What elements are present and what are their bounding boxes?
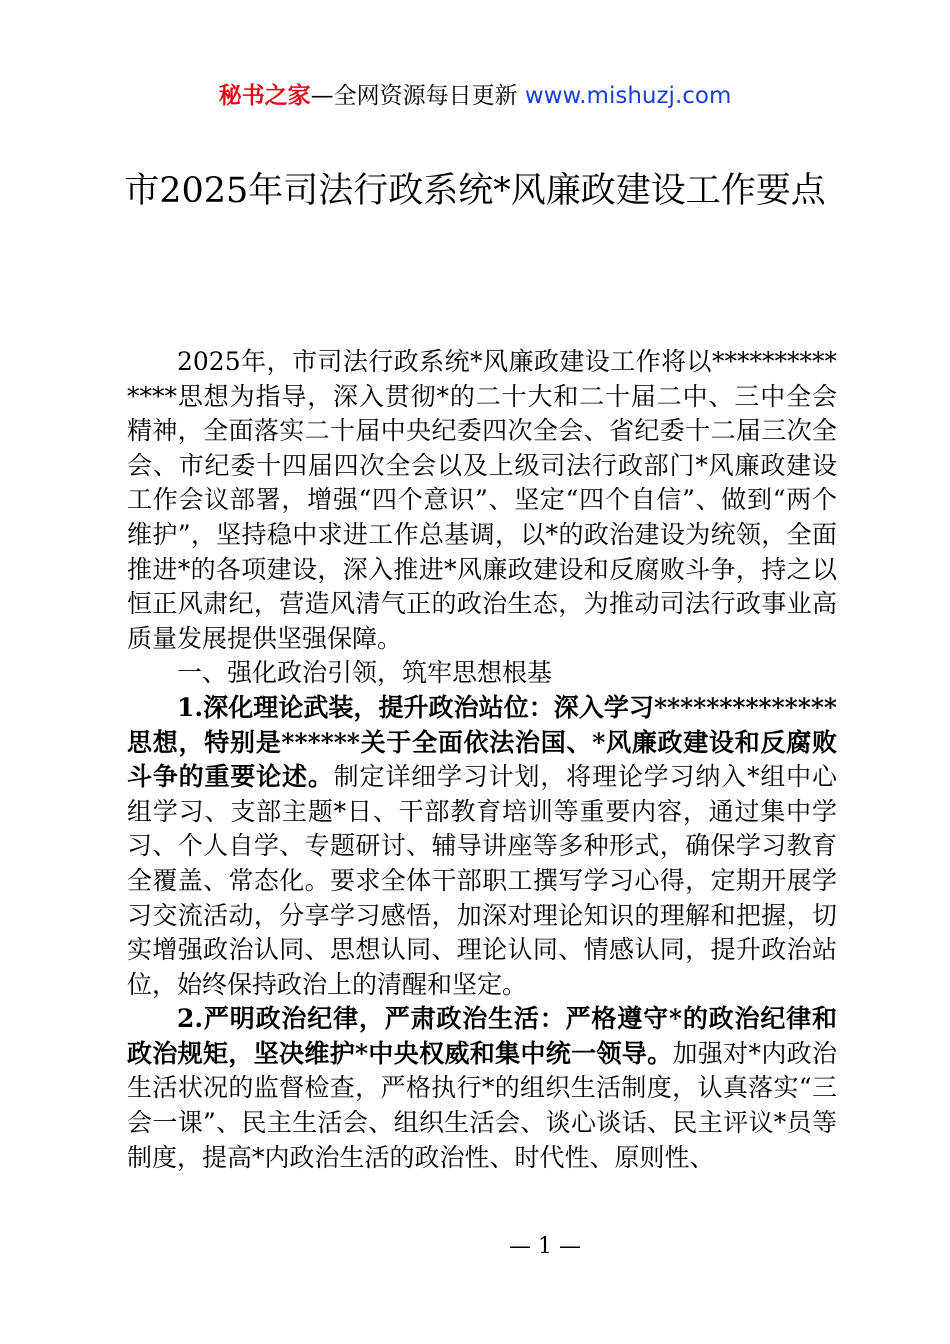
document-title: 市2025年司法行政系统*风廉政建设工作要点 (124, 171, 826, 211)
intro-paragraph: 2025年，市司法行政系统*风廉政建设工作将以**************思想为指导，深入贯彻*的二十大和二十届二中、三中全会精神，全面落实二十届中央纪委四次全会、省纪委十二届三次全会、市纪委十四届四次全会以及上级司法行政部门*风廉政建设工作会议部署，增强“四个意识”、坚定“四个自信”、做到“两个维护”，坚持稳中求进工作总基调，以*的政治建设为统领，全面推进*的各项建设，深入推进*风廉政建设和反腐败斗争，持之以恒正风肃纪，营造风清气正的政治生态，为推动司法行政事业高质量发展提供坚强保障。 (127, 347, 837, 653)
site-tagline: —全网资源每日更新 (310, 83, 518, 109)
document-body (127, 345, 837, 1175)
site-header (0, 80, 950, 112)
item-paragraph (127, 1002, 837, 1175)
item-text: 制定详细学习计划，将理论学习纳入*组中心组学习、支部主题*日、干部教育培训等重要内容，通过集中学习、个人自学、专题研讨、辅导讲座等多种形式，确保学习教育全覆盖、常态化。要求全体干部职工撰写学习心得，定期开展学习交流活动，分享学习感悟，加深对理论知识的理解和把握，切实增强政治认同、思想认同、理论认同、情感认同，提升政治站位，始终保持政治上的清醒和坚定。 (127, 762, 837, 999)
site-url-link[interactable]: www.mishuzj.com (524, 83, 732, 109)
page-number: — 1 — (509, 1234, 581, 1259)
item-heading: 1.深化理论武装，提升政治站位：深入学习**************思想，特别是******关于全面依法治国、*风廉政建设和反腐败斗争的重要论述。 (127, 692, 837, 792)
item-text: 加强对*内政治生活状况的监督检查，严格执行*的组织生活制度，认真落实“三会一课”、民主生活会、组织生活会、谈心谈话、民主评议*员等制度，提高*内政治生活的政治性、时代性、原则性、 (127, 1038, 837, 1172)
item-heading: 2.严明政治纪律，严肃政治生活：严格遵守*的政治纪律和政治规矩，坚决维护*中央权威和集中统一领导。 (127, 1004, 837, 1068)
item-paragraph (127, 691, 837, 1002)
site-name: 秘书之家 (218, 83, 311, 109)
section-heading: 一、强化政治引领，筑牢思想根基 (177, 658, 553, 688)
